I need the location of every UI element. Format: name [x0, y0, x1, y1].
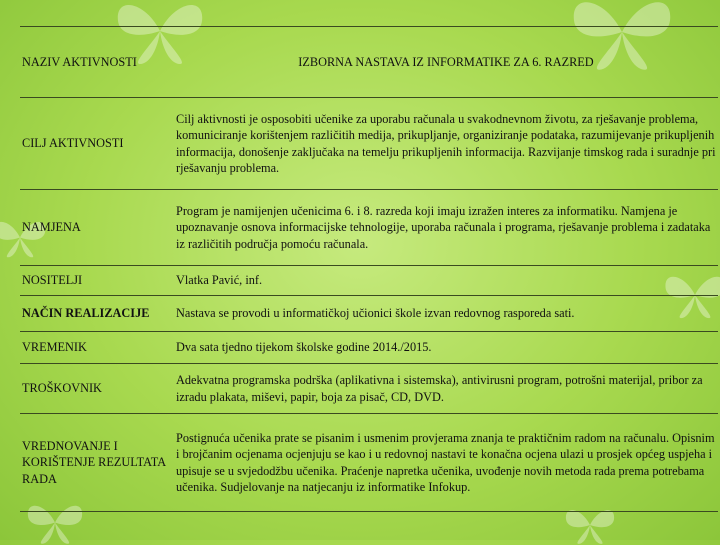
row-value: Adekvatna programska podrška (aplikativna i sistemska), antivirusni program, potrošni materijal, pribor za izradu plakata, miševi, papir, boja za pisač, CD, DVD.	[176, 373, 703, 404]
table-row	[20, 266, 718, 296]
table-row	[20, 98, 718, 190]
row-label: NOSITELJI	[22, 273, 83, 288]
activity-table	[20, 26, 718, 512]
table-row	[20, 364, 718, 414]
row-label: NAČIN REALIZACIJE	[22, 306, 150, 321]
table-row	[20, 190, 718, 266]
row-value: Program je namijenjen učenicima 6. i 8. razreda koji imaju izražen interes za informatiku. Namjena je upoznavanje osnova informacijske tehnologije, uporaba računala i programa, rješavanje problema i zadataka iz različitih područja pomoću računala.	[176, 203, 711, 251]
table-row	[20, 414, 718, 512]
header-label: NAZIV AKTIVNOSTI	[22, 54, 137, 69]
table-header-row	[20, 27, 718, 98]
row-label: NAMJENA	[22, 220, 81, 235]
row-label: VREMENIK	[22, 340, 87, 355]
table-row	[20, 332, 718, 364]
row-value: Postignuća učenika prate se pisanim i usmenim provjerama znanja te praktičnim radom na računalu. Opisnim i brojčanim ocjenama ocjenjuju se kao i u redovnoj nastavi te konačna ocjena ulazi u prosjek općeg uspjeha i upisuje se u svjedodžbu učenika. Praćenje napretka učenika, uvođenje novih metoda rada prema potrebama učenika. Sudjelovanje na natjecanju iz informatike Infokup.	[176, 430, 715, 494]
row-value: Nastava se provodi u informatičkoj učionici škole izvan redovnog rasporeda sati.	[176, 306, 575, 321]
row-value: Dva sata tjedno tijekom školske godine 2014./2015.	[176, 340, 432, 355]
row-label: TROŠKOVNIK	[22, 381, 102, 396]
table-row	[20, 296, 718, 332]
row-value: Vlatka Pavić, inf.	[176, 273, 263, 288]
row-label: VREDNOVANJE I KORIŠTENJE REZULTATA RADA	[22, 438, 166, 486]
row-label: CILJ AKTIVNOSTI	[22, 136, 124, 151]
row-value: Cilj aktivnosti je osposobiti učenike za uporabu računala u svakodnevnom životu, za rješavanje problema, komuniciranje korištenjem različitih medija, prikupljanje, organiziranje podataka, razumijevanje prikupljenih informacija, donošenje zaključaka na temelju prikupljenih informacija. Razvijanje timskog rada i suradnje pri rješavanju problema.	[176, 111, 716, 175]
page-title: IZBORNA NASTAVA IZ INFORMATIKE ZA 6. RAZRED	[298, 54, 594, 69]
